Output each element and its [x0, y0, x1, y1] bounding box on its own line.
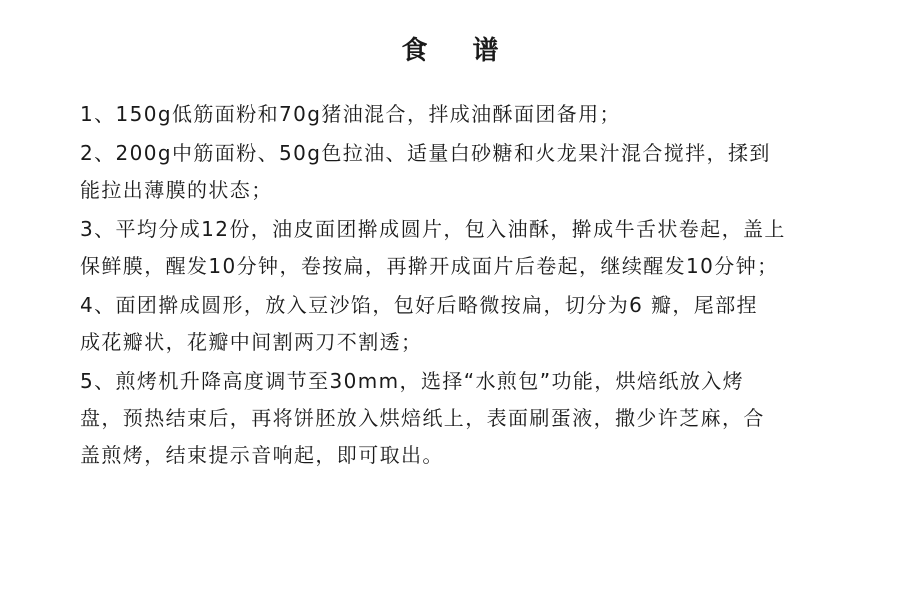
- recipe-step-5: [80, 363, 840, 474]
- recipe-title: 食 谱: [401, 36, 517, 66]
- recipe-steps: [80, 96, 840, 476]
- step-line: 成花瓣状，花瓣中间割两刀不割透；: [80, 330, 423, 354]
- step-line: 5、煎烤机升降高度调节至30mm，选择“水煎包”功能，烘焙纸放入烤: [80, 369, 745, 393]
- recipe-step-3: [80, 211, 840, 285]
- step-line: 1、150g低筋面粉和70g猪油混合，拌成油酥面团备用；: [80, 102, 621, 126]
- step-line: 4、面团擀成圆形，放入豆沙馅，包好后略微按扁，切分为6 瓣，尾部捏: [80, 293, 759, 317]
- recipe-step-1: [80, 96, 840, 133]
- step-line: 盘，预热结束后，再将饼胚放入烘焙纸上，表面刷蛋液，撒少许芝麻，合: [80, 406, 765, 430]
- recipe-step-4: [80, 287, 840, 361]
- recipe-step-2: [80, 135, 840, 209]
- step-line: 3、平均分成12份，油皮面团擀成圆片，包入油酥，擀成牛舌状卷起，盖上: [80, 217, 786, 241]
- step-line: 能拉出薄膜的状态；: [80, 178, 273, 202]
- step-line: 保鲜膜，醒发10分钟，卷按扁，再擀开成面片后卷起，继续醒发10分钟；: [80, 254, 779, 278]
- step-line: 2、200g中筋面粉、50g色拉油、适量白砂糖和火龙果汁混合搅拌，揉到: [80, 141, 771, 165]
- step-line: 盖煎烤，结束提示音响起，即可取出。: [80, 443, 444, 467]
